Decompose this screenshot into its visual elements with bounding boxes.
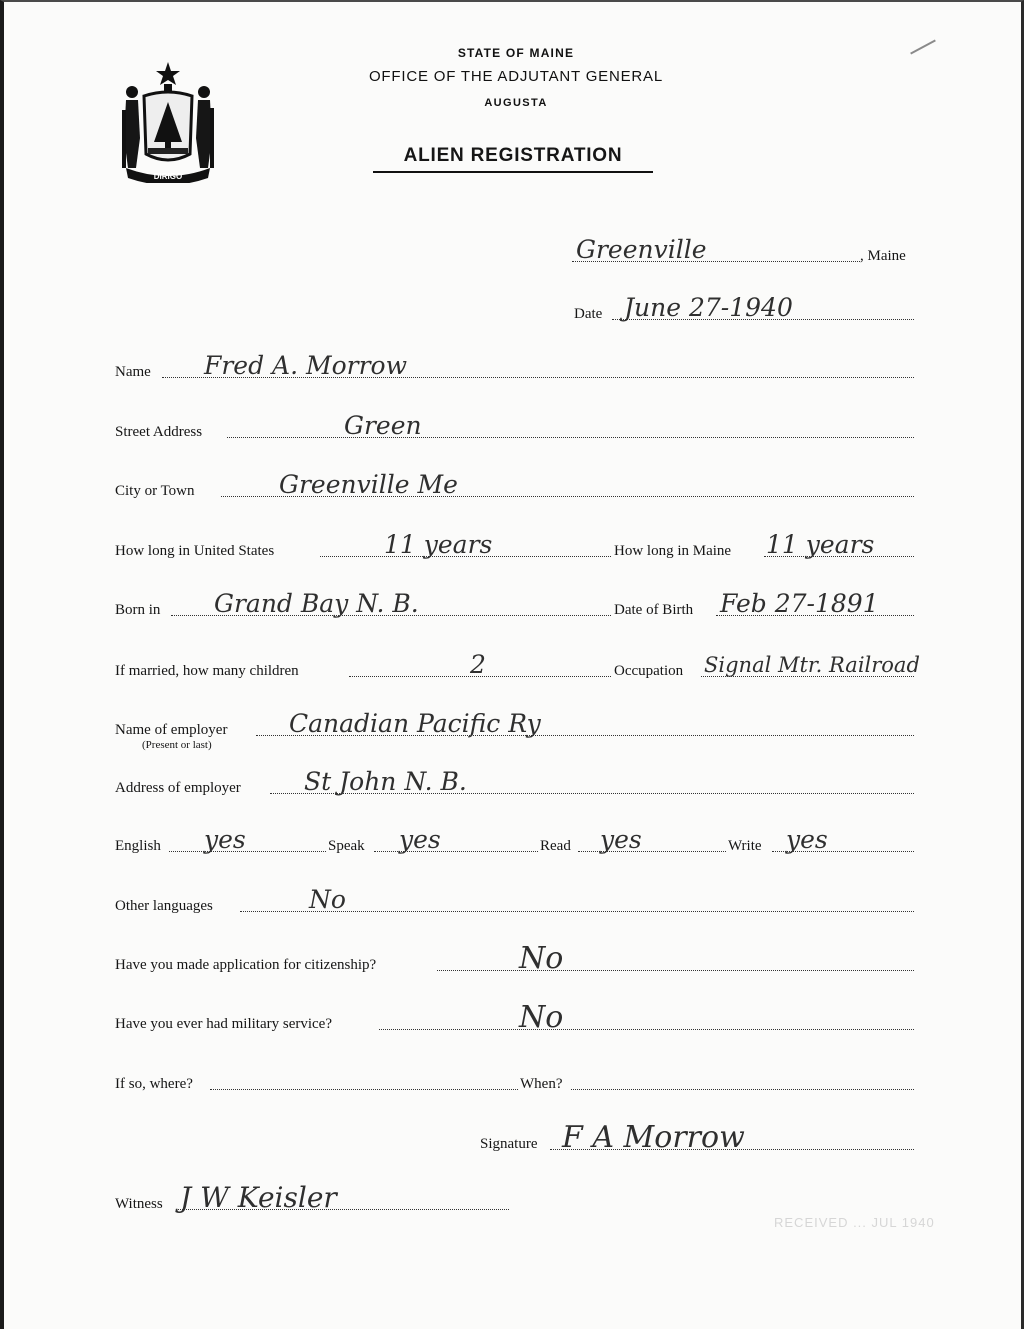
city-label: City or Town	[115, 483, 195, 499]
signature-label: Signature	[480, 1136, 538, 1152]
dob-value[interactable]: Feb 27-1891	[720, 589, 879, 618]
employer-address-label: Address of employer	[115, 780, 241, 796]
town-value[interactable]: Greenville	[576, 235, 707, 264]
family-row	[4, 649, 1024, 679]
when-label: When?	[520, 1076, 563, 1092]
form-title: ALIEN REGISTRATION	[373, 145, 653, 173]
citizenship-value[interactable]: No	[519, 941, 564, 976]
write-label: Write	[728, 838, 762, 854]
employer-address-row	[4, 766, 1024, 796]
how-long-maine-label: How long in Maine	[614, 543, 732, 559]
children-value[interactable]: 2	[470, 650, 486, 679]
employer-address-value[interactable]: St John N. B.	[304, 767, 467, 796]
witness-value[interactable]: J W Keisler	[180, 1181, 337, 1214]
citizenship-row	[4, 941, 1024, 976]
how-long-us-label: How long in United States	[115, 543, 275, 559]
write-value[interactable]: yes	[786, 825, 828, 854]
street-row	[4, 410, 1024, 440]
other-languages-row	[4, 884, 1024, 914]
date-label: Date	[574, 306, 603, 322]
military-row	[4, 1000, 1024, 1035]
received-stamp: RECEIVED ... JUL 1940	[774, 1215, 935, 1230]
citizenship-label: Have you made application for citizenship?	[115, 957, 377, 973]
read-value[interactable]: yes	[600, 825, 642, 854]
signature-row	[4, 1120, 1024, 1155]
military-label: Have you ever had military service?	[115, 1016, 332, 1032]
speak-value[interactable]: yes	[399, 825, 441, 854]
city-value[interactable]: Greenville Me	[279, 470, 458, 499]
employer-value[interactable]: Canadian Pacific Ry	[289, 709, 541, 738]
witness-label: Witness	[115, 1196, 163, 1212]
english-value[interactable]: yes	[204, 825, 246, 854]
language-row	[4, 824, 1024, 854]
how-long-maine-value[interactable]: 11 years	[766, 530, 875, 559]
street-line	[227, 437, 914, 438]
city-row	[4, 469, 1024, 499]
children-label: If married, how many children	[115, 663, 299, 679]
english-label: English	[115, 838, 161, 854]
street-label: Street Address	[115, 424, 203, 440]
employer-row	[4, 708, 1024, 738]
office-heading: OFFICE OF THE ADJUTANT GENERAL	[368, 68, 664, 85]
name-row	[4, 350, 1024, 380]
employer-label: Name of employer	[115, 722, 228, 738]
occupation-label: Occupation	[614, 663, 684, 679]
date-row	[4, 292, 1024, 322]
service-detail-row	[4, 1062, 1024, 1092]
how-long-us-value[interactable]: 11 years	[384, 530, 493, 559]
city-heading: AUGUSTA	[484, 97, 548, 109]
where-line	[210, 1089, 518, 1090]
maine-label: , Maine	[860, 248, 906, 264]
state-heading: STATE OF MAINE	[457, 46, 575, 60]
street-value[interactable]: Green	[344, 411, 422, 440]
read-label: Read	[540, 838, 571, 854]
occupation-value[interactable]: Signal Mtr. Railroad	[704, 653, 920, 677]
witness-row	[4, 1182, 1024, 1212]
dob-label: Date of Birth	[614, 602, 694, 618]
other-languages-value[interactable]: No	[309, 885, 346, 914]
residence-row	[4, 529, 1024, 559]
town-row	[4, 234, 1024, 264]
birth-row	[4, 588, 1024, 618]
military-line	[379, 1029, 914, 1030]
born-in-label: Born in	[115, 602, 161, 618]
born-in-value[interactable]: Grand Bay N. B.	[214, 589, 419, 618]
date-value[interactable]: June 27-1940	[624, 293, 793, 322]
where-label: If so, where?	[115, 1076, 193, 1092]
other-languages-label: Other languages	[115, 898, 213, 914]
signature-value[interactable]: F A Morrow	[562, 1120, 745, 1155]
when-line	[571, 1089, 914, 1090]
citizenship-line	[437, 970, 914, 971]
military-value[interactable]: No	[519, 1000, 564, 1035]
seal-motto: DIRIGO	[153, 172, 183, 181]
name-value[interactable]: Fred A. Morrow	[204, 351, 407, 380]
employer-sublabel: (Present or last)	[142, 739, 212, 751]
speak-label: Speak	[328, 838, 365, 854]
english-line	[169, 851, 326, 852]
name-label: Name	[115, 364, 151, 380]
